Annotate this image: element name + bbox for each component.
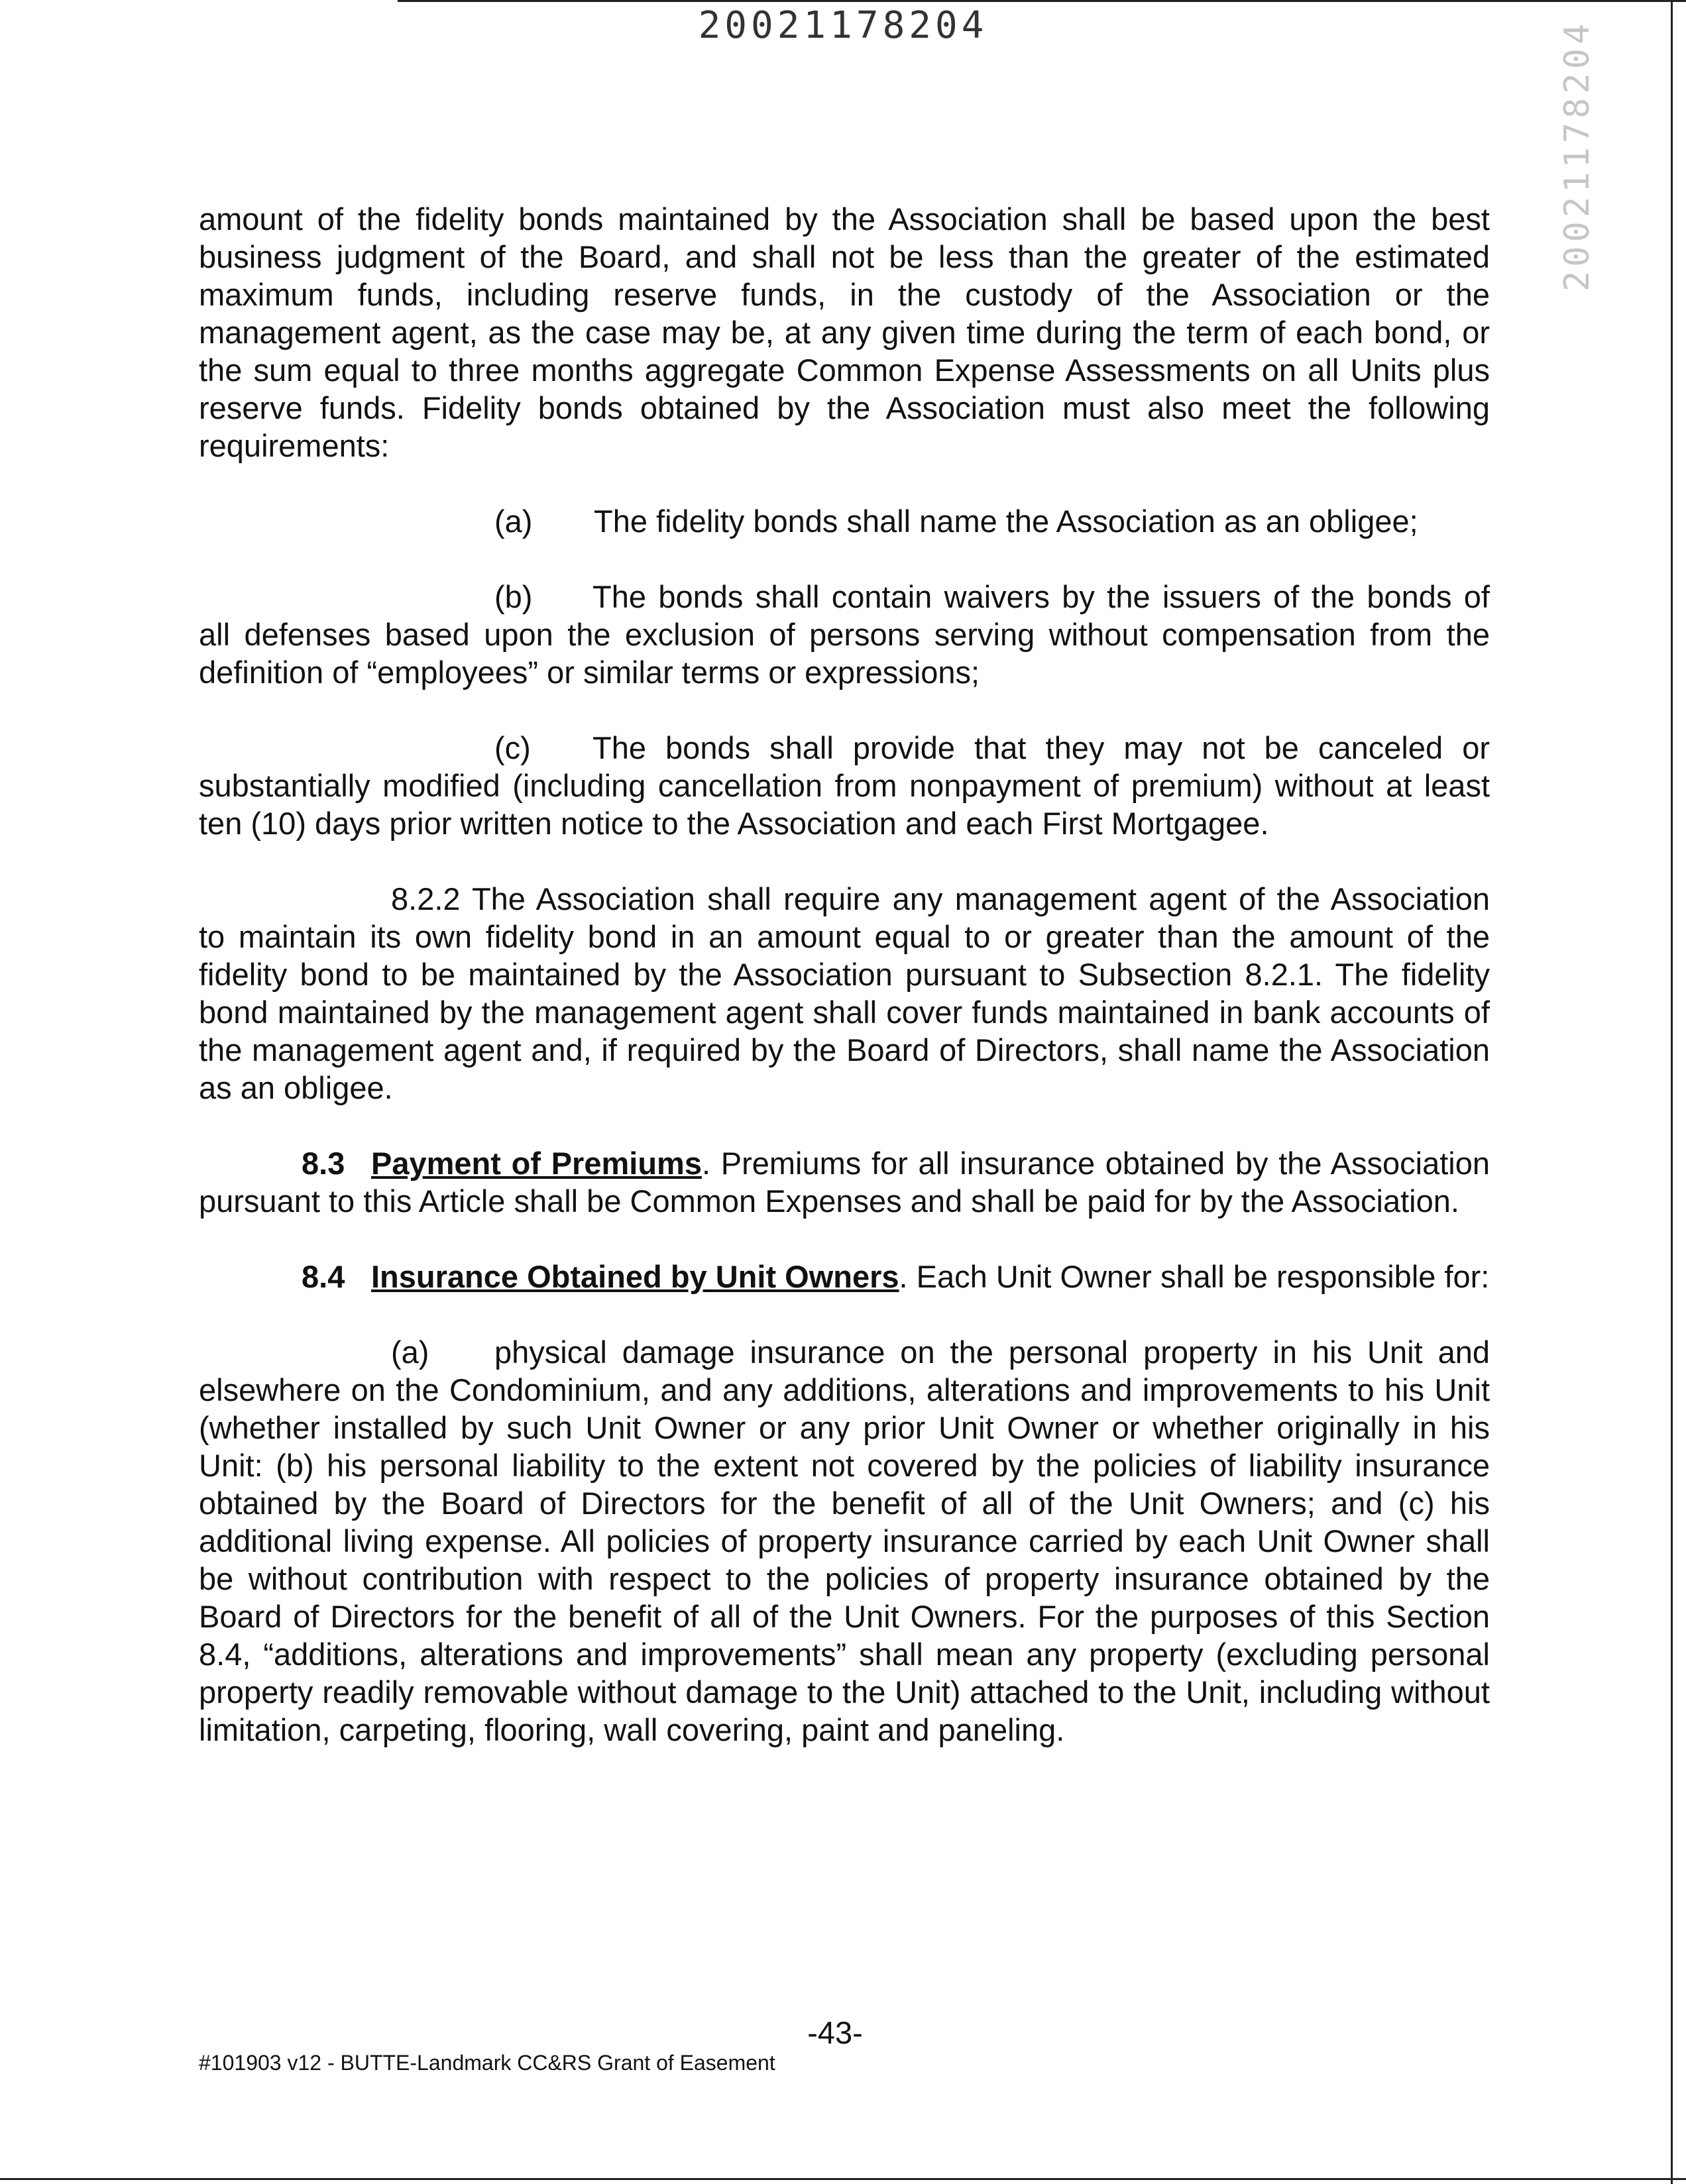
item-a-text: The fidelity bonds shall name the Association as an obligee; xyxy=(594,504,1418,539)
section-8-4-item-a-marker: (a) xyxy=(391,1335,429,1370)
section-8-4-item-a xyxy=(199,1333,1490,1749)
subsection-8-2-2: 8.2.2 The Association shall require any management agent of the Association to maintain its own fidelity bond in an amount equal to or greater than the amount of the fidelity bond to be maintained by the Association pursuant to Subsection 8.2.1. The fidelity bond maintained by the management agent shall cover funds maintained in bank accounts of the management agent and, if required by the Board of Directors, shall name the Association as an obligee. xyxy=(199,881,1490,1105)
section-8-4 xyxy=(199,1258,1490,1295)
page-body xyxy=(199,200,1490,1786)
section-8-4-title: Insurance Obtained by Unit Owners xyxy=(371,1259,899,1294)
top-rule xyxy=(398,0,1686,2)
section-8-4-number: 8.4 xyxy=(302,1259,345,1294)
item-b xyxy=(199,578,1490,691)
item-c-marker: (c) xyxy=(494,730,531,765)
item-c xyxy=(199,729,1490,842)
section-8-3-title: Payment of Premiums xyxy=(371,1146,702,1181)
item-a-marker: (a) xyxy=(494,504,533,539)
paragraph-fidelity-amount: amount of the fidelity bonds maintained by the Association shall be based upon the best business judgment of the Board, and shall not be less than the greater of the estimated maximum funds, including reserve funds, in the custody of the Association or the management agent, as the case may be, at any given time during the term of each bond, or the sum equal to three months aggregate Common Expense Assessments on all Units plus reserve funds. Fidelity bonds obtained by the Association must also meet the following requirements: xyxy=(199,201,1490,463)
item-a xyxy=(494,502,1490,540)
item-c-text: The bonds shall provide that they may not be canceled or substantially modified (including cancellation from nonpayment of premium) without at least ten (10) days prior written notice to the Association and each First Mortgagee. xyxy=(199,730,1490,841)
section-8-3 xyxy=(199,1144,1490,1220)
footer-document-id: #101903 v12 - BUTTE-Landmark CC&RS Grant of Easement xyxy=(199,2051,775,2075)
right-rule xyxy=(1671,0,1673,2184)
section-8-4-text: . Each Unit Owner shall be responsible for: xyxy=(899,1259,1490,1294)
page-number: -43- xyxy=(807,2015,863,2050)
document-number: 20021178204 xyxy=(698,4,988,47)
bottom-rule xyxy=(0,2178,1686,2180)
section-8-4-item-a-text: physical damage insurance on the personal property in his Unit and elsewhere on the Condominium, and any additions, alterations and improvements to his Unit (whether installed by such Unit Owner or any prior Unit Owner or whether originally in his Unit: (b) his personal liability to the extent not covered by the policies of liability insurance obtained by the Board of Directors for the benefit of all of the Unit Owners; and (c) his additional living expense. All policies of property insurance carried by each Unit Owner shall be without contribution with respect to the policies of property insurance obtained by the Board of Directors for the benefit of all of the Unit Owners. For the purposes of this Section 8.4, “additions, alterations and improvements” shall mean any property (excluding personal property readily removable without damage to the Unit) attached to the Unit, including without limitation, carpeting, flooring, wall covering, paint and paneling. xyxy=(199,1335,1490,1747)
item-b-marker: (b) xyxy=(494,579,533,614)
section-8-3-number: 8.3 xyxy=(302,1146,345,1181)
side-stamp: 20021178204 xyxy=(1557,19,1597,292)
item-b-text: The bonds shall contain waivers by the issuers of the bonds of all defenses based upon the exclusion of persons serving without compensation from the definition of “employees” or similar terms or expressions; xyxy=(199,579,1490,690)
section-8-3-text: . Premiums for all insurance obtained by the Association pursuant to this Article shall be Common Expenses and shall be paid for by the Association. xyxy=(199,1146,1490,1219)
